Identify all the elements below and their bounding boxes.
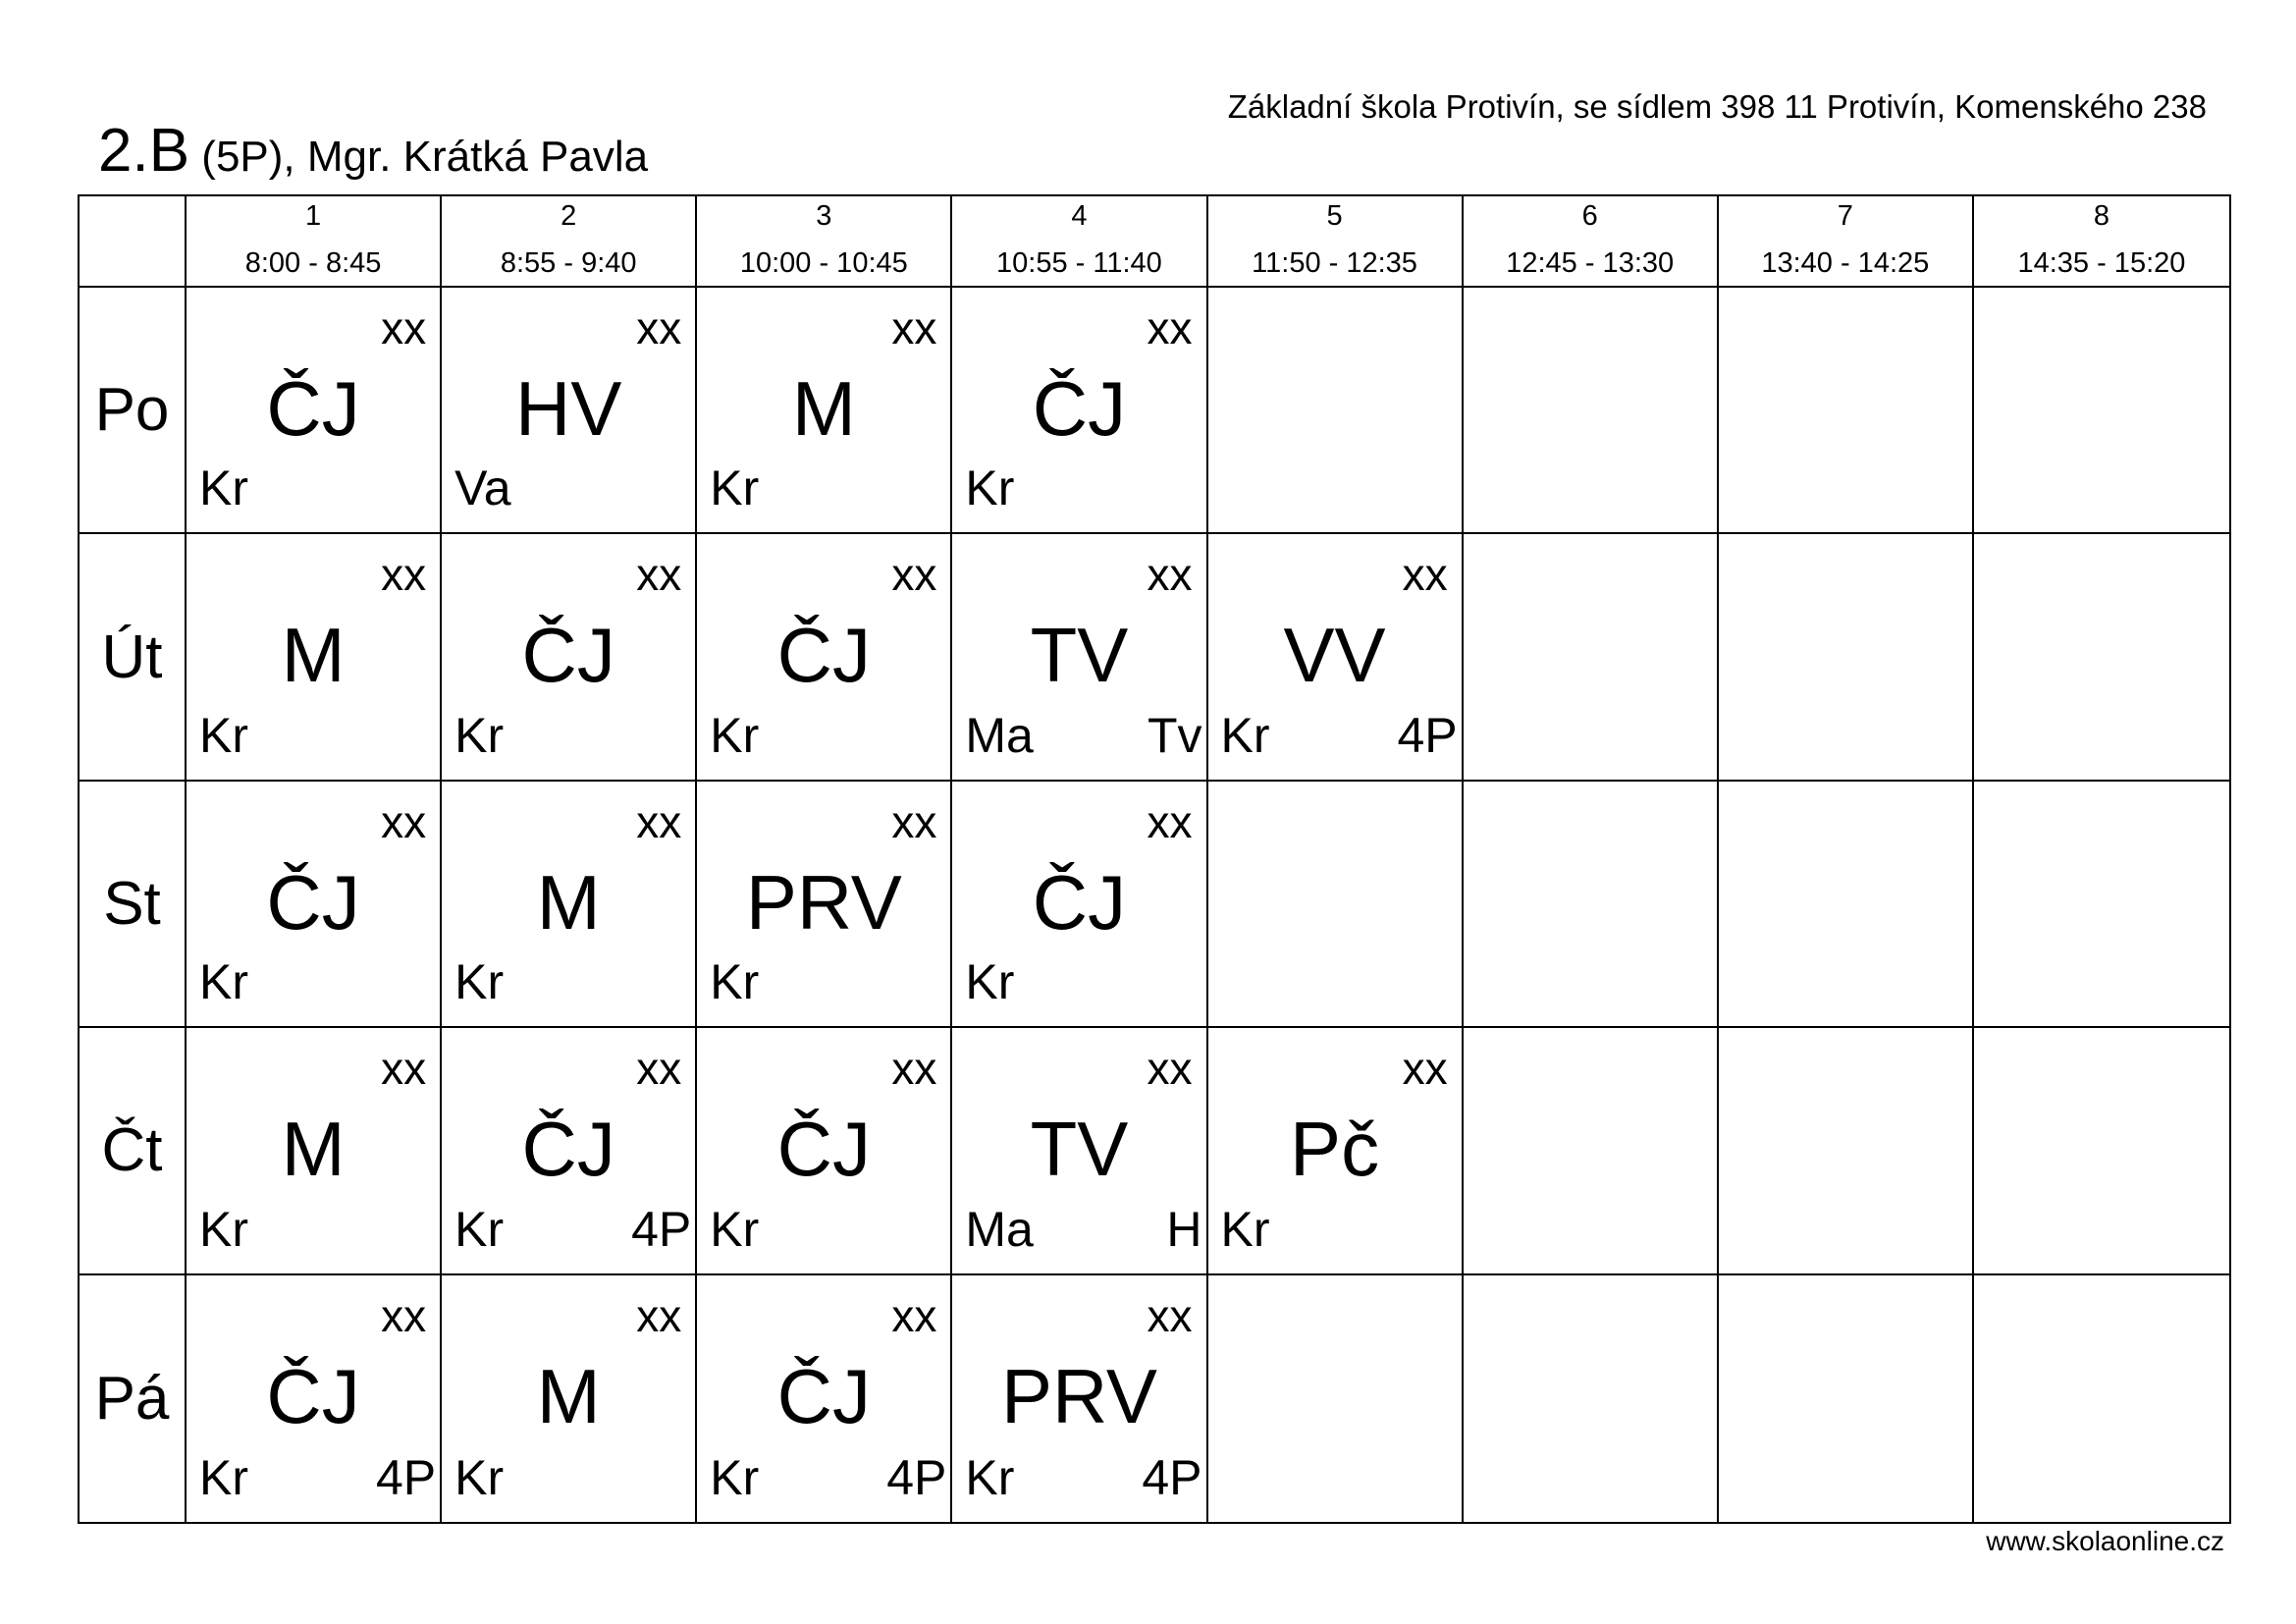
period-number: 7 bbox=[1837, 200, 1853, 232]
lesson-cell bbox=[442, 534, 697, 781]
period-time: 8:00 - 8:45 bbox=[244, 247, 382, 279]
day-label: Pá bbox=[80, 1275, 187, 1522]
lesson-subject: ČJ bbox=[776, 612, 871, 699]
lesson-cell bbox=[952, 782, 1207, 1028]
lesson-subject: ČJ bbox=[521, 1106, 615, 1193]
period-header bbox=[952, 196, 1207, 288]
page-title bbox=[98, 116, 648, 186]
lesson-room: xx bbox=[1147, 795, 1193, 847]
empty-cell bbox=[1464, 1275, 1719, 1522]
lesson-room: xx bbox=[636, 795, 682, 847]
lesson-group: 4P bbox=[886, 1449, 947, 1505]
period-header bbox=[187, 196, 442, 288]
lesson-cell bbox=[187, 534, 442, 781]
empty-cell bbox=[1719, 1275, 1974, 1522]
lesson-teacher: Kr bbox=[965, 460, 1015, 516]
period-time: 11:50 - 12:35 bbox=[1252, 247, 1417, 279]
empty-cell bbox=[1719, 534, 1974, 781]
period-header bbox=[1208, 196, 1464, 288]
lesson-teacher: Kr bbox=[710, 1201, 760, 1257]
lesson-teacher: Kr bbox=[454, 707, 505, 763]
lesson-subject: PRV bbox=[745, 858, 902, 946]
lesson-teacher: Kr bbox=[199, 1201, 248, 1257]
lesson-subject: M bbox=[536, 858, 601, 946]
lesson-room: xx bbox=[381, 795, 427, 847]
lesson-room: xx bbox=[381, 1043, 427, 1095]
empty-cell bbox=[1208, 288, 1464, 534]
period-number: 4 bbox=[1071, 200, 1088, 232]
lesson-cell bbox=[187, 1275, 442, 1522]
corner-cell bbox=[80, 196, 187, 288]
lesson-cell bbox=[952, 1275, 1207, 1522]
lesson-teacher: Kr bbox=[965, 954, 1015, 1010]
period-time: 12:45 - 13:30 bbox=[1506, 247, 1675, 279]
lesson-group: 4P bbox=[1142, 1449, 1202, 1505]
lesson-group: 4P bbox=[1397, 707, 1458, 763]
lesson-subject: ČJ bbox=[266, 365, 360, 452]
lesson-cell bbox=[187, 782, 442, 1028]
empty-cell bbox=[1208, 1275, 1464, 1522]
period-number: 3 bbox=[816, 200, 832, 232]
lesson-group: Tv bbox=[1147, 707, 1202, 763]
day-label: Po bbox=[80, 288, 187, 534]
lesson-subject: HV bbox=[515, 365, 622, 452]
lesson-subject: ČJ bbox=[776, 1352, 871, 1439]
lesson-group: 4P bbox=[631, 1201, 692, 1257]
empty-cell bbox=[1974, 288, 2229, 534]
lesson-subject: M bbox=[281, 1106, 346, 1193]
empty-cell bbox=[1974, 1275, 2229, 1522]
footer-website: www.skolaonline.cz bbox=[1986, 1526, 2224, 1556]
lesson-teacher: Kr bbox=[199, 707, 248, 763]
lesson-cell bbox=[697, 782, 952, 1028]
lesson-subject: Pč bbox=[1290, 1106, 1380, 1193]
empty-cell bbox=[1974, 782, 2229, 1028]
empty-cell bbox=[1464, 782, 1719, 1028]
lesson-subject: TV bbox=[1030, 1106, 1129, 1193]
period-number: 8 bbox=[2093, 200, 2109, 232]
lesson-cell bbox=[952, 534, 1207, 781]
lesson-cell bbox=[442, 1028, 697, 1274]
lesson-cell bbox=[442, 1275, 697, 1522]
period-time: 8:55 - 9:40 bbox=[500, 247, 637, 279]
lesson-cell bbox=[187, 1028, 442, 1274]
lesson-teacher: Ma bbox=[965, 1201, 1034, 1257]
school-address: Základní škola Protivín, se sídlem 398 11 Protivín, Komenského 238 bbox=[1227, 88, 2207, 125]
lesson-teacher: Kr bbox=[710, 460, 760, 516]
lesson-room: xx bbox=[891, 795, 937, 847]
period-number: 1 bbox=[304, 200, 322, 232]
lesson-teacher: Kr bbox=[199, 460, 248, 516]
lesson-room: xx bbox=[891, 302, 937, 353]
day-label: Út bbox=[80, 534, 187, 781]
lesson-room: xx bbox=[891, 549, 937, 601]
lesson-teacher: Kr bbox=[454, 954, 505, 1010]
period-time: 13:40 - 14:25 bbox=[1761, 247, 1930, 279]
lesson-subject: ČJ bbox=[1032, 365, 1127, 452]
lesson-cell bbox=[442, 288, 697, 534]
lesson-teacher: Kr bbox=[1220, 1201, 1270, 1257]
period-number: 5 bbox=[1326, 200, 1343, 232]
period-header bbox=[1719, 196, 1974, 288]
lesson-teacher: Kr bbox=[199, 1449, 248, 1505]
lesson-teacher: Kr bbox=[710, 954, 760, 1010]
lesson-room: xx bbox=[636, 1043, 682, 1095]
lesson-subject: ČJ bbox=[266, 1352, 360, 1439]
period-number: 2 bbox=[561, 200, 577, 232]
lesson-cell bbox=[952, 288, 1207, 534]
period-header bbox=[442, 196, 697, 288]
day-label: St bbox=[80, 782, 187, 1028]
lesson-subject: M bbox=[536, 1352, 601, 1439]
lesson-group: 4P bbox=[375, 1449, 437, 1505]
period-number: 6 bbox=[1581, 200, 1598, 232]
lesson-subject: M bbox=[791, 365, 856, 452]
lesson-teacher: Kr bbox=[1220, 707, 1270, 763]
lesson-room: xx bbox=[1402, 1043, 1448, 1095]
lesson-cell bbox=[697, 288, 952, 534]
lesson-group: H bbox=[1166, 1201, 1202, 1257]
lesson-room: xx bbox=[636, 302, 682, 353]
lesson-subject: ČJ bbox=[776, 1106, 871, 1193]
lesson-subject: ČJ bbox=[521, 612, 615, 699]
lesson-cell bbox=[697, 534, 952, 781]
lesson-teacher: Kr bbox=[710, 1449, 760, 1505]
lesson-room: xx bbox=[891, 1043, 937, 1095]
lesson-teacher: Va bbox=[454, 460, 511, 516]
empty-cell bbox=[1719, 782, 1974, 1028]
lesson-cell bbox=[442, 782, 697, 1028]
lesson-subject: VV bbox=[1283, 612, 1386, 699]
lesson-room: xx bbox=[636, 1289, 682, 1341]
lesson-cell bbox=[697, 1028, 952, 1274]
lesson-cell bbox=[1208, 534, 1464, 781]
lesson-subject: PRV bbox=[1000, 1352, 1157, 1439]
lesson-teacher: Kr bbox=[454, 1449, 505, 1505]
lesson-room: xx bbox=[1147, 1043, 1193, 1095]
timetable-grid bbox=[78, 194, 2231, 1524]
empty-cell bbox=[1208, 782, 1464, 1028]
lesson-subject: ČJ bbox=[1032, 858, 1127, 946]
empty-cell bbox=[1974, 1028, 2229, 1274]
empty-cell bbox=[1974, 534, 2229, 781]
lesson-subject: M bbox=[281, 612, 346, 699]
empty-cell bbox=[1464, 1028, 1719, 1274]
period-time: 10:55 - 11:40 bbox=[996, 247, 1162, 279]
empty-cell bbox=[1464, 288, 1719, 534]
day-label: Čt bbox=[80, 1028, 187, 1274]
period-header bbox=[697, 196, 952, 288]
lesson-room: xx bbox=[1147, 1289, 1193, 1341]
lesson-room: xx bbox=[381, 302, 427, 353]
lesson-cell bbox=[187, 288, 442, 534]
empty-cell bbox=[1464, 534, 1719, 781]
lesson-subject: TV bbox=[1030, 612, 1129, 699]
lesson-cell bbox=[952, 1028, 1207, 1274]
lesson-room: xx bbox=[1147, 549, 1193, 601]
lesson-teacher: Kr bbox=[454, 1201, 505, 1257]
lesson-room: xx bbox=[1402, 549, 1448, 601]
period-header bbox=[1464, 196, 1719, 288]
lesson-teacher: Kr bbox=[710, 707, 760, 763]
class-info: (5P), Mgr. Krátká Pavla bbox=[189, 133, 649, 181]
lesson-teacher: Ma bbox=[965, 707, 1034, 763]
lesson-cell bbox=[697, 1275, 952, 1522]
lesson-teacher: Kr bbox=[199, 954, 248, 1010]
lesson-subject: ČJ bbox=[266, 858, 360, 946]
lesson-room: xx bbox=[636, 549, 682, 601]
lesson-teacher: Kr bbox=[965, 1449, 1015, 1505]
empty-cell bbox=[1719, 288, 1974, 534]
period-time: 14:35 - 15:20 bbox=[2017, 247, 2186, 279]
lesson-room: xx bbox=[891, 1289, 937, 1341]
period-time: 10:00 - 10:45 bbox=[739, 247, 908, 279]
class-name: 2.B bbox=[98, 117, 190, 185]
lesson-room: xx bbox=[1147, 302, 1193, 353]
lesson-room: xx bbox=[381, 549, 427, 601]
empty-cell bbox=[1719, 1028, 1974, 1274]
lesson-cell bbox=[1208, 1028, 1464, 1274]
lesson-room: xx bbox=[381, 1289, 427, 1341]
period-header bbox=[1974, 196, 2229, 288]
